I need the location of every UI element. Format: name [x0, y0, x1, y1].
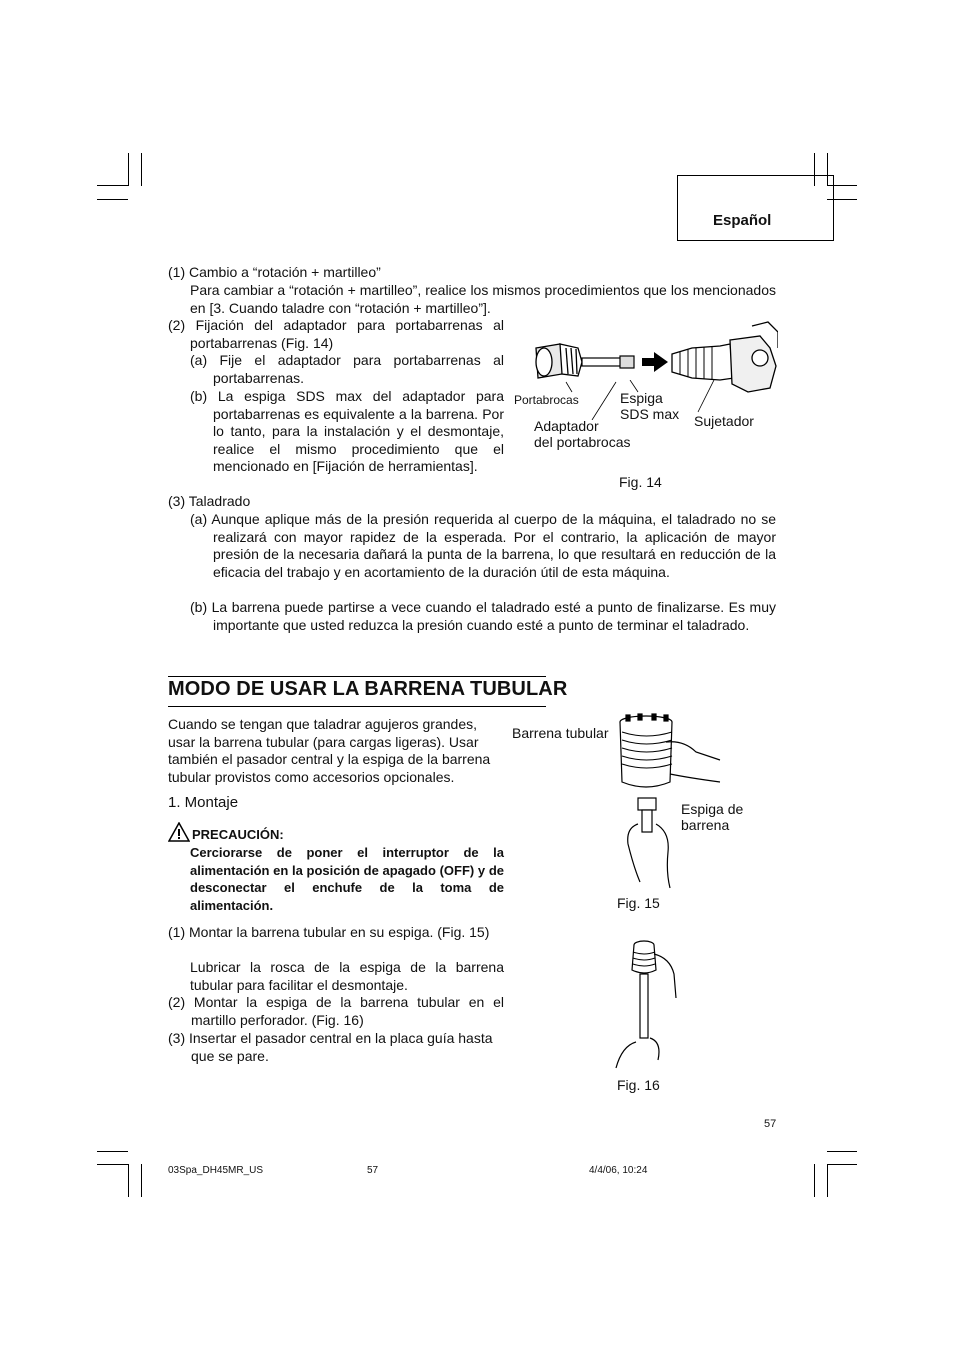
fig15-hand-upper	[666, 742, 720, 782]
footer-file: 03Spa_DH45MR_US	[168, 1165, 264, 1176]
section-heading: MODO DE USAR LA BARRENA TUBULAR	[168, 678, 568, 700]
fig14-leader-lines	[520, 380, 720, 420]
item2-title-line2: portabarrenas (Fig. 14)	[190, 335, 334, 351]
heading-rule-top	[168, 676, 546, 677]
fig15-label-espiga-line1: Espiga de	[681, 801, 744, 817]
fig16-core-bit	[632, 941, 656, 1038]
step2: (2) Montar la espiga de la barrena tubular en el martillo perforador. (Fig. 16)	[168, 994, 504, 1028]
footer-date: 4/4/06, 10:24	[589, 1165, 648, 1176]
fig16-illustration	[606, 938, 706, 1072]
fig16-hand-lower	[616, 1038, 659, 1068]
fig14-arrow	[642, 352, 668, 372]
precaucion-title: PRECAUCIÓN:	[192, 827, 284, 842]
fig15-label-barrena: Barrena tubular	[512, 725, 609, 741]
language-tab-box	[677, 175, 834, 241]
fig15-shank	[638, 798, 656, 832]
fig14-label-sujetador: Sujetador	[694, 413, 754, 429]
item2b: (b) La espiga SDS max del adaptador para portabarrenas es equivalente a la barrena. Por lo tanto, para la instalación y el desmontaje, realice el mismo procedimiento que el mencionado en [Fijación de herramientas].	[190, 388, 504, 475]
fig15-hand-lower	[628, 824, 670, 888]
fig14-label-portabrocas: Portabrocas	[514, 393, 579, 407]
item2a: (a) Fije el adaptador para portabarrenas al portabarrenas.	[190, 352, 504, 386]
item3a: (a) Aunque aplique más de la presión requerida al cuerpo de la máquina, el taladrado no se realizará con mayor rapidez de la esperada. Por el contrario, la aplicación de mayor presión de la necesaria dañará la punta de la barrena, lo que resultará en reducción de la eficacia del trabajo y en acortamiento de la duración útil de esta máquina.	[190, 511, 776, 580]
fig14-label-adaptador-line2: del portabrocas	[534, 434, 631, 450]
fig15-label-espiga-line2: barrena	[681, 817, 730, 833]
fig14-sds-shank	[582, 356, 634, 368]
fig15-core-bit	[620, 714, 672, 787]
fig14-caption: Fig. 14	[619, 474, 662, 490]
item2-title-line1: (2) Fijación del adaptador para portabarrenas al	[168, 317, 504, 333]
step1b: Lubricar la rosca de la espiga de la barrena tubular para facilitar el desmontaje.	[190, 959, 504, 993]
page-number: 57	[764, 1118, 777, 1130]
fig14-label-adaptador-line1: Adaptador	[534, 418, 599, 434]
language-label: Español	[713, 212, 772, 229]
step1a: (1) Montar la barrena tubular en su espiga. (Fig. 15)	[168, 924, 490, 940]
item3b: (b) La barrena puede partirse a vece cuando el taladrado esté a punto de finalizarse. Es muy importante que usted reduzca la presión cuando esté a punto de terminar el taladrado.	[190, 599, 776, 633]
precaucion-body: Cerciorarse de poner el interruptor de la alimentación en la posición de apagado (OFF) y de desconectar el enchufe de la toma de alimentación.	[190, 845, 504, 913]
fig16-hand-upper	[654, 954, 676, 998]
tubular-intro: Cuando se tengan que taladrar agujeros grandes, usar la barrena tubular (para cargas ligeras). Usar también el pasador central y la espiga de la barrena tubular provistos como accesorios opcionales.	[168, 716, 491, 785]
fig16-caption: Fig. 16	[617, 1077, 660, 1093]
warning-icon	[168, 822, 190, 842]
fig14-chuck	[536, 344, 582, 378]
item1-body: Para cambiar a “rotación + martilleo”, realice los mismos procedimientos que los mencionados en [3. Cuando taladre con “rotación + martilleo”].	[190, 282, 776, 316]
fig14-label-espiga-line1: Espiga	[620, 390, 663, 406]
footer-page: 57	[367, 1165, 379, 1176]
heading-rule-bottom	[168, 706, 546, 707]
montaje-title: 1. Montaje	[168, 794, 239, 811]
step3: (3) Insertar el pasador central en la placa guía hasta que se pare.	[168, 1030, 493, 1064]
item3-title: (3) Taladrado	[168, 493, 251, 509]
fig14-label-espiga-line2: SDS max	[620, 406, 680, 422]
fig15-caption: Fig. 15	[617, 895, 660, 911]
item1-title: (1) Cambio a “rotación + martilleo”	[168, 264, 381, 280]
